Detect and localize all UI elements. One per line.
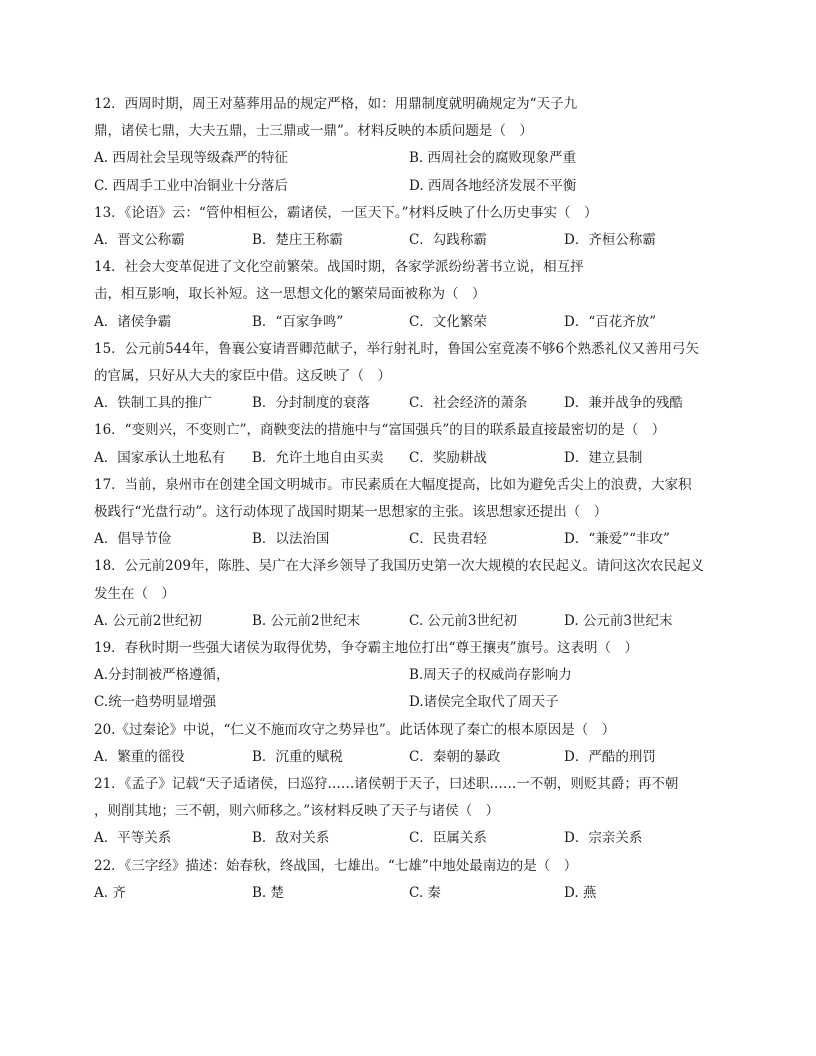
question-stem [94,719,816,741]
answer-option: B．沉重的赋税 [252,748,343,765]
answer-option: C．秦朝的暴政 [409,748,501,765]
answer-option: A．晋文公称霸 [94,232,185,248]
answer-option: D. 公元前3世纪末 [564,612,673,629]
answer-option: B．以法治国 [252,531,330,548]
stem-text: 18．公元前209年，陈胜、吴广在大泽乡领导了我国历史第一次大规模的农民起义。请问这次农民起义 [94,558,704,575]
question-stem [94,338,816,360]
answer-option: C.统一趋势明显增强 [94,694,217,711]
answer-option: C．民贵君轻 [409,531,487,548]
answer-option: D．宗亲关系 [564,830,643,847]
answer-option: B.周天子的权威尚存影响力 [409,667,572,684]
answer-option: B．敌对关系 [252,830,330,847]
question-stem [94,93,816,115]
stem-text: 20.《过秦论》中说，“仁义不施而攻守之势异也”。此话体现了秦亡的根本原因是（ ） [94,721,616,738]
answer-option: A. 齐 [94,884,126,901]
answer-option: B. 楚 [252,884,285,901]
answer-option: B．“百家争鸣” [252,313,344,330]
answer-option: B. 公元前2世纪末 [252,612,361,629]
options-row [94,882,816,904]
question-stem-continued [94,501,816,523]
stem-text: 14．社会大变革促进了文化空前繁荣。战国时期，各家学派纷纷著书立说，相互抨 [94,259,584,276]
answer-option: D．严酷的刑罚 [564,748,656,765]
answer-option: D. 西周各地经济发展不平衡 [409,177,577,194]
answer-option: A．倡导节俭 [94,531,172,548]
stem-text: 击，相互影响，取长补短。这一思想文化的繁荣局面被称为（ ） [94,286,486,303]
answer-option: C. 秦 [409,884,441,901]
question-stem-continued [94,583,816,605]
options-row [94,175,816,197]
answer-option: A．诸侯争霸 [94,313,172,330]
question-stem [94,419,816,441]
answer-option: D. 燕 [564,884,597,901]
options-row [94,311,816,333]
answer-option: C．社会经济的萧条 [409,395,528,412]
question-stem-continued [94,120,816,142]
answer-option: B．允许土地自由买卖 [252,449,384,466]
question-stem [94,773,816,795]
answer-option: A．铁制工具的推广 [94,395,212,412]
options-row [94,691,816,713]
stem-text: 17．当前，泉州市在创建全国文明城市。市民素质在大幅度提高，比如为避免舌尖上的浪费，大家积 [94,476,692,493]
question-stem-continued [94,283,816,305]
answer-option: C．奖励耕战 [409,449,487,466]
question-stem [94,555,816,577]
options-row [94,528,816,550]
answer-option: C．勾践称霸 [409,232,487,248]
answer-option: D．建立县制 [564,449,643,466]
answer-option: C．臣属关系 [409,830,487,847]
stem-text: 16．“变则兴，不变则亡”，商鞅变法的措施中与“富国强兵”的目的联系最直接最密切的是（ ） [94,422,666,439]
stem-text: 发生在（ ） [94,585,175,602]
stem-text: ，则削其地；三不朝，则六师移之。”该材料反映了天子与诸侯（ ） [94,803,500,820]
options-row [94,827,816,849]
stem-text: 15．公元前544年，鲁襄公宴请晋卿范献子，举行射礼时，鲁国公室竟凑不够6个熟悉礼仪又善用弓矢 [94,340,700,357]
question-stem [94,637,816,659]
answer-option: B．分封制度的衰落 [252,395,370,412]
stem-text: 19．春秋时期一些强大诸侯为取得优势，争夺霸主地位打出“尊王攘夷”旗号。这表明（ ） [94,640,638,656]
answer-option: A．繁重的徭役 [94,748,185,765]
options-row [94,664,816,686]
options-row [94,610,816,632]
answer-option: A. 西周社会呈现等级森严的特征 [94,150,288,167]
question-stem-continued [94,800,816,822]
answer-option: D．“兼爱”“非攻” [564,531,670,548]
question-stem-continued [94,365,816,387]
answer-option: A．国家承认土地私有 [94,449,226,466]
answer-option: D.诸侯完全取代了周天子 [409,694,559,711]
options-row [94,147,816,169]
answer-option: A.分封制被严格遵循， [94,667,230,684]
answer-option: D．兼并战争的残酷 [564,395,683,412]
answer-option: C. 西周手工业中冶铜业十分落后 [94,177,288,194]
answer-option: B. 西周社会的腐败现象严重 [409,150,577,167]
answer-option: B．楚庄王称霸 [252,232,343,248]
question-stem [94,855,816,877]
options-row [94,746,816,768]
answer-option: D．“百花齐放” [564,313,657,330]
question-stem [94,256,816,278]
answer-option: A．平等关系 [94,830,172,847]
answer-option: A. 公元前2世纪初 [94,612,202,629]
stem-text: 极践行“光盘行动”。这行动体现了战国时期某一思想家的主张。该思想家还提出（ ） [94,504,608,520]
options-row [94,447,816,469]
options-row [94,392,816,414]
question-stem [94,202,816,224]
stem-text: 的官属，只好从大夫的家臣中借。这反映了（ ） [94,368,391,384]
answer-option: C．文化繁荣 [409,313,487,330]
question-stem [94,474,816,496]
answer-option: D．齐桓公称霸 [564,232,656,248]
stem-text: 13．《论语》云：“管仲相桓公，霸诸侯，一匡天下。”材料反映了什么历史事实（ ） [94,204,598,221]
answer-option: C. 公元前3世纪初 [409,612,518,629]
stem-text: 21．《孟子》记载“天子适诸侯，曰巡狩……诸侯朝于天子，曰述职……一不朝，则贬其爵；再不朝 [94,776,679,792]
stem-text: 12．西周时期，周王对墓葬用品的规定严格，如：用鼎制度就明确规定为“天子九 [94,96,578,112]
options-row [94,229,816,251]
stem-text: 鼎，诸侯七鼎，大夫五鼎，士三鼎或一鼎”。材料反映的本质问题是（ ） [94,123,533,140]
stem-text: 22．《三字经》描述：始春秋，终战国，七雄出。“七雄”中地处最南边的是（ ） [94,857,578,874]
